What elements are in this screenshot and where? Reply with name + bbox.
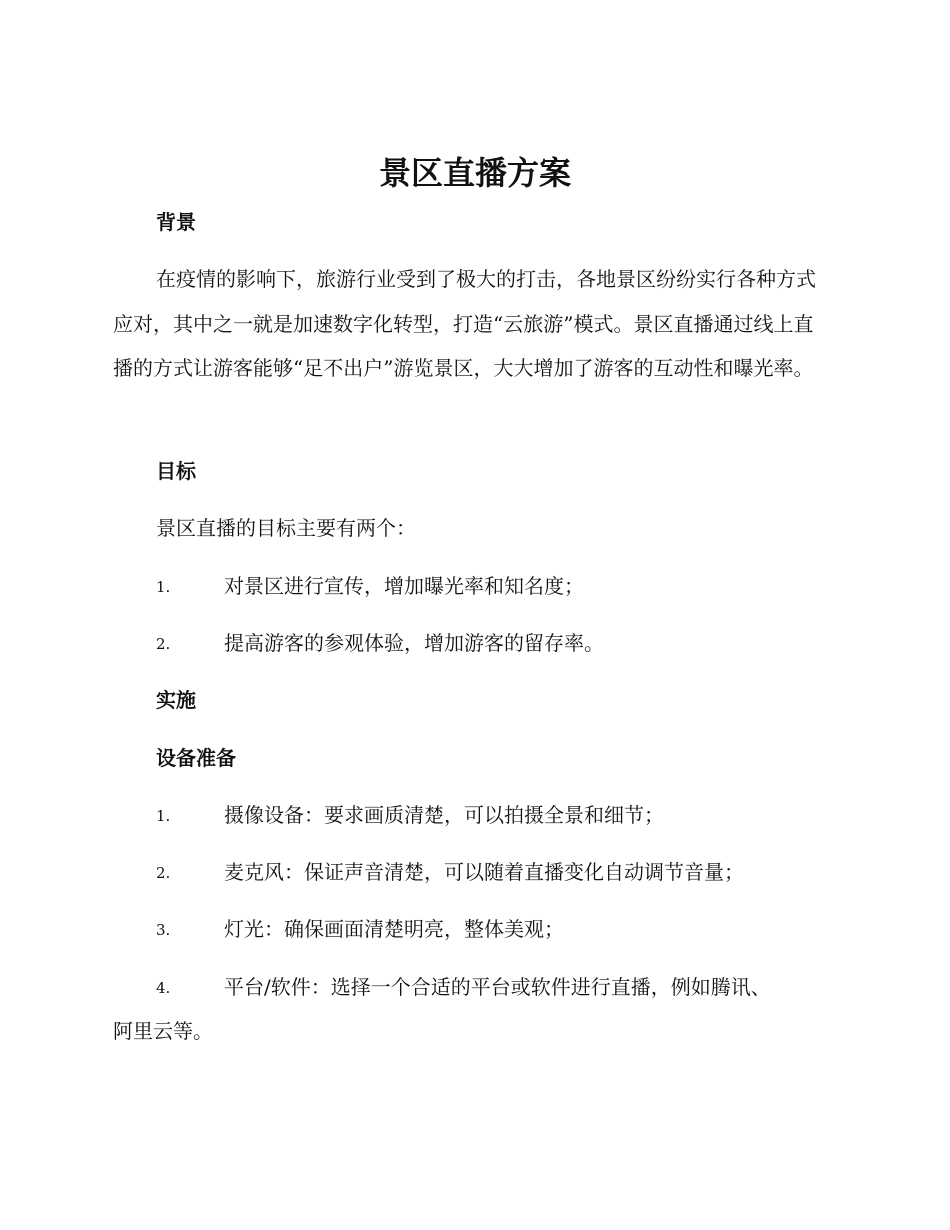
equipment-item-text: 摄像设备：要求画质清楚，可以拍摄全景和细节； [224,803,664,827]
equipment-item-text: 灯光：确保画面清楚明亮，整体美观； [224,917,564,941]
equipment-item-text: 麦克风：保证声音清楚，可以随着直播变化自动调节音量； [224,860,744,884]
equipment-item-number: 4. [156,979,171,997]
equipment-item-number: 2. [156,864,171,882]
document-title: 景区直播方案 [378,154,571,192]
subsection-heading-equipment: 设备准备 [156,746,236,770]
equipment-item-text: 平台/软件：选择一个合适的平台或软件进行直播，例如腾讯、 [224,975,771,999]
goal-item-text: 对景区进行宣传，增加曝光率和知名度； [224,574,584,598]
section-heading-implementation: 实施 [156,688,196,712]
goal-item-number: 1. [156,578,171,596]
equipment-item-continuation: 阿里云等。 [113,1019,213,1043]
goal-item-text: 提高游客的参观体验，增加游客的留存率。 [224,631,604,655]
goal-item-number: 2. [156,635,171,653]
equipment-item-number: 1. [156,807,171,825]
goals-intro: 景区直播的目标主要有两个： [156,516,416,540]
section-heading-goals: 目标 [156,459,196,483]
section-heading-background: 背景 [156,210,196,234]
background-paragraph: 在疫情的影响下，旅游行业受到了极大的打击，各地景区纷纷实行各种方式应对，其中之一就是加速数字化转型，打造“云旅游”模式。景区直播通过线上直播的方式让游客能够“足不出户”游览景区，大大增加了游客的互动性和曝光率。 [113,267,816,380]
equipment-item-number: 3. [156,921,171,939]
